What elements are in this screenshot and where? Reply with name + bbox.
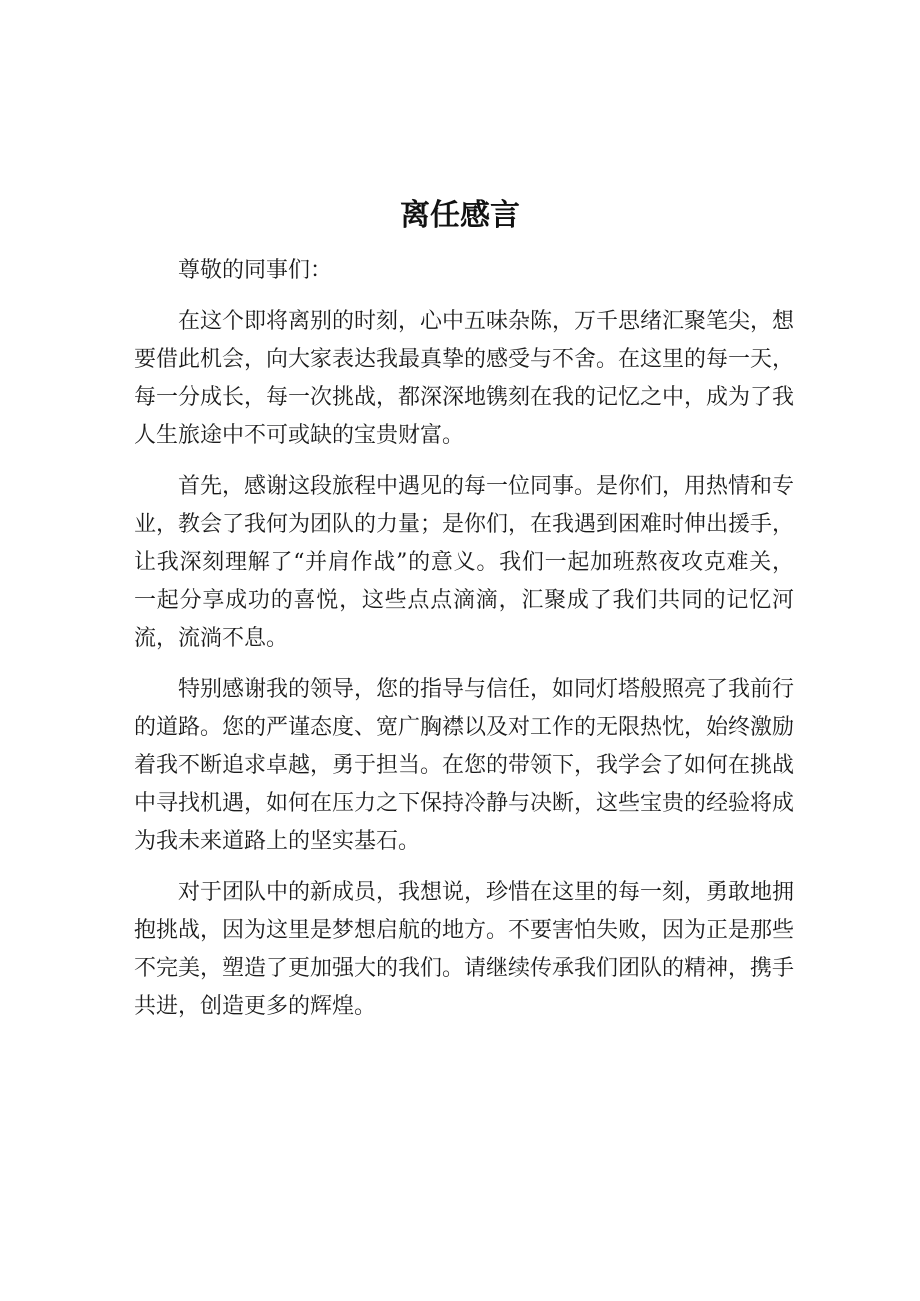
salutation: 尊敬的同事们： — [178, 258, 333, 283]
document-body — [134, 252, 794, 1039]
document-title: 离任感言 — [400, 198, 520, 233]
paragraph-1: 在这个即将离别的时刻，心中五味杂陈，万千思绪汇聚笔尖，想要借此机会，向大家表达我最真挚的感受与不舍。在这里的每一天，每一分成长，每一次挑战，都深深地镌刻在我的记忆之中，成为了我人生旅途中不可或缺的宝贵财富。 — [134, 309, 795, 448]
paragraph-3: 特别感谢我的领导，您的指导与信任，如同灯塔般照亮了我前行的道路。您的严谨态度、宽广胸襟以及对工作的无限热忱，始终激励着我不断追求卓越，勇于担当。在您的带领下，我学会了如何在挑战中寻找机遇，如何在压力之下保持冷静与决断，这些宝贵的经验将成为我未来道路上的坚实基石。 — [134, 677, 795, 854]
paragraph-2: 首先，感谢这段旅程中遇见的每一位同事。是你们，用热情和专业，教会了我何为团队的力量；是你们，在我遇到困难时伸出援手，让我深刻理解了“并肩作战”的意义。我们一起加班熬夜攻克难关，一起分享成功的喜悦，这些点点滴滴，汇聚成了我们共同的记忆河流，流淌不息。 — [134, 474, 795, 651]
paragraph-4: 对于团队中的新成员，我想说，珍惜在这里的每一刻，勇敢地拥抱挑战，因为这里是梦想启航的地方。不要害怕失败，因为正是那些不完美，塑造了更加强大的我们。请继续传承我们团队的精神，携手共进，创造更多的辉煌。 — [134, 880, 795, 1019]
